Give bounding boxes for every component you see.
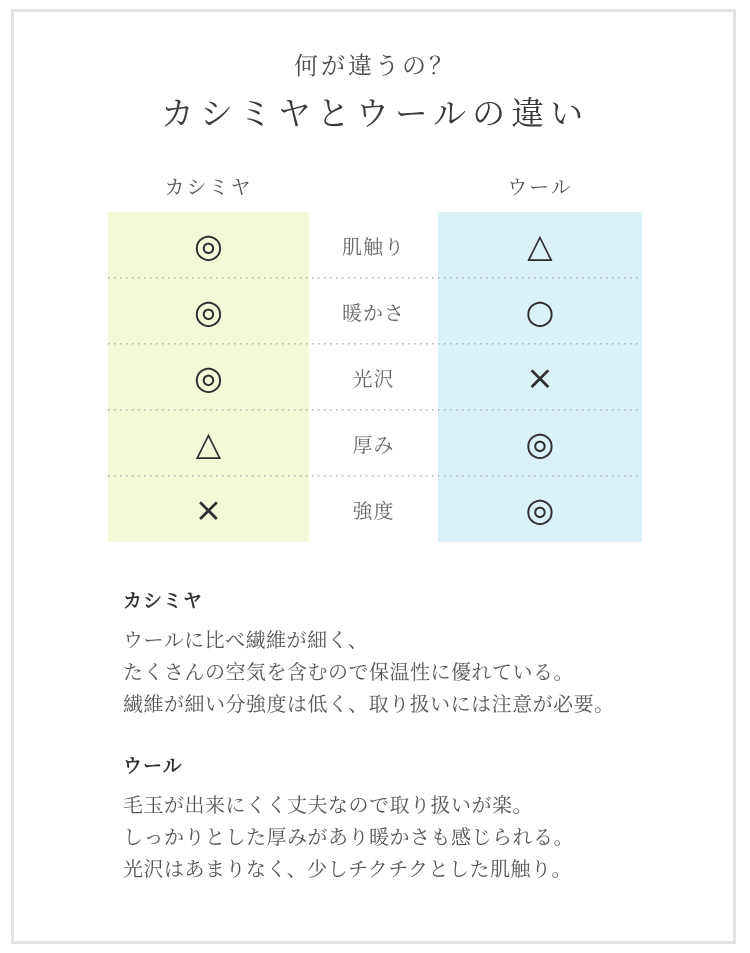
cell-cashmere-atsumi	[108, 410, 309, 476]
page-subtitle: 何が違うの？	[294, 54, 456, 80]
description-line: ウールに比べ繊維が細く、	[123, 630, 369, 652]
cashmere-description-heading: カシミヤ	[123, 591, 204, 612]
rating-symbol: ◎	[525, 423, 555, 463]
rating-symbol: ×	[194, 489, 223, 529]
comparison-table-wrapper	[108, 176, 642, 542]
row-separator-dotted	[108, 475, 642, 477]
row-label: 強度	[352, 500, 395, 523]
cell-wool-atsumi	[438, 410, 642, 476]
wool-description-heading: ウール	[123, 756, 183, 777]
row-separator-dotted	[108, 343, 642, 345]
row-label: 光沢	[352, 368, 395, 391]
rating-symbol: ◎	[194, 357, 223, 397]
column-header-spacer	[309, 176, 438, 200]
cell-cashmere-hadazawari	[108, 212, 309, 278]
rating-symbol: △	[195, 423, 222, 463]
column-header-cashmere: カシミヤ	[164, 177, 253, 199]
rating-symbol: ×	[526, 357, 554, 397]
description-line: 毛玉が出来にくく丈夫なので取り扱いが楽。	[123, 795, 533, 817]
cell-wool-atatakasa	[438, 278, 642, 344]
rating-symbol: ○	[525, 291, 555, 331]
cell-cashmere-atatakasa	[108, 278, 309, 344]
cell-label-hadazawari	[309, 212, 438, 278]
cell-cashmere-kyodo	[108, 476, 309, 542]
cell-wool-hadazawari	[438, 212, 642, 278]
description-line: 光沢はあまりなく、少しチクチクとした肌触り。	[123, 859, 572, 881]
column-header-wool: ウール	[507, 177, 573, 199]
rating-symbol: △	[527, 225, 553, 265]
cell-wool-kotaku	[438, 344, 642, 410]
row-separator-dotted	[108, 409, 642, 411]
row-label: 肌触り	[342, 236, 405, 259]
cell-cashmere-kotaku	[108, 344, 309, 410]
rating-symbol: ◎	[525, 489, 555, 529]
row-label: 暖かさ	[342, 302, 405, 325]
comparison-table	[108, 212, 642, 542]
description-line: しっかりとした厚みがあり暖かさも感じられる。	[123, 827, 574, 849]
rating-symbol: ◎	[194, 225, 223, 265]
cell-wool-kyodo	[438, 476, 642, 542]
description-sections	[123, 590, 653, 886]
description-line: たくさんの空気を含むので保温性に優れている。	[123, 662, 574, 684]
rating-symbol: ◎	[194, 291, 223, 331]
cell-label-kotaku	[309, 344, 438, 410]
cell-label-kyodo	[309, 476, 438, 542]
row-label: 厚み	[352, 434, 395, 457]
cell-label-atatakasa	[309, 278, 438, 344]
cell-label-atsumi	[309, 410, 438, 476]
cashmere-description-text	[123, 625, 653, 721]
wool-description-text	[123, 790, 653, 886]
page-title: カシミヤとウールの違い	[160, 97, 590, 133]
description-line: 繊維が細い分強度は低く、取り扱いには注意が必要。	[123, 694, 615, 716]
row-separator-dotted	[108, 277, 642, 279]
table-column-headers	[108, 176, 642, 200]
